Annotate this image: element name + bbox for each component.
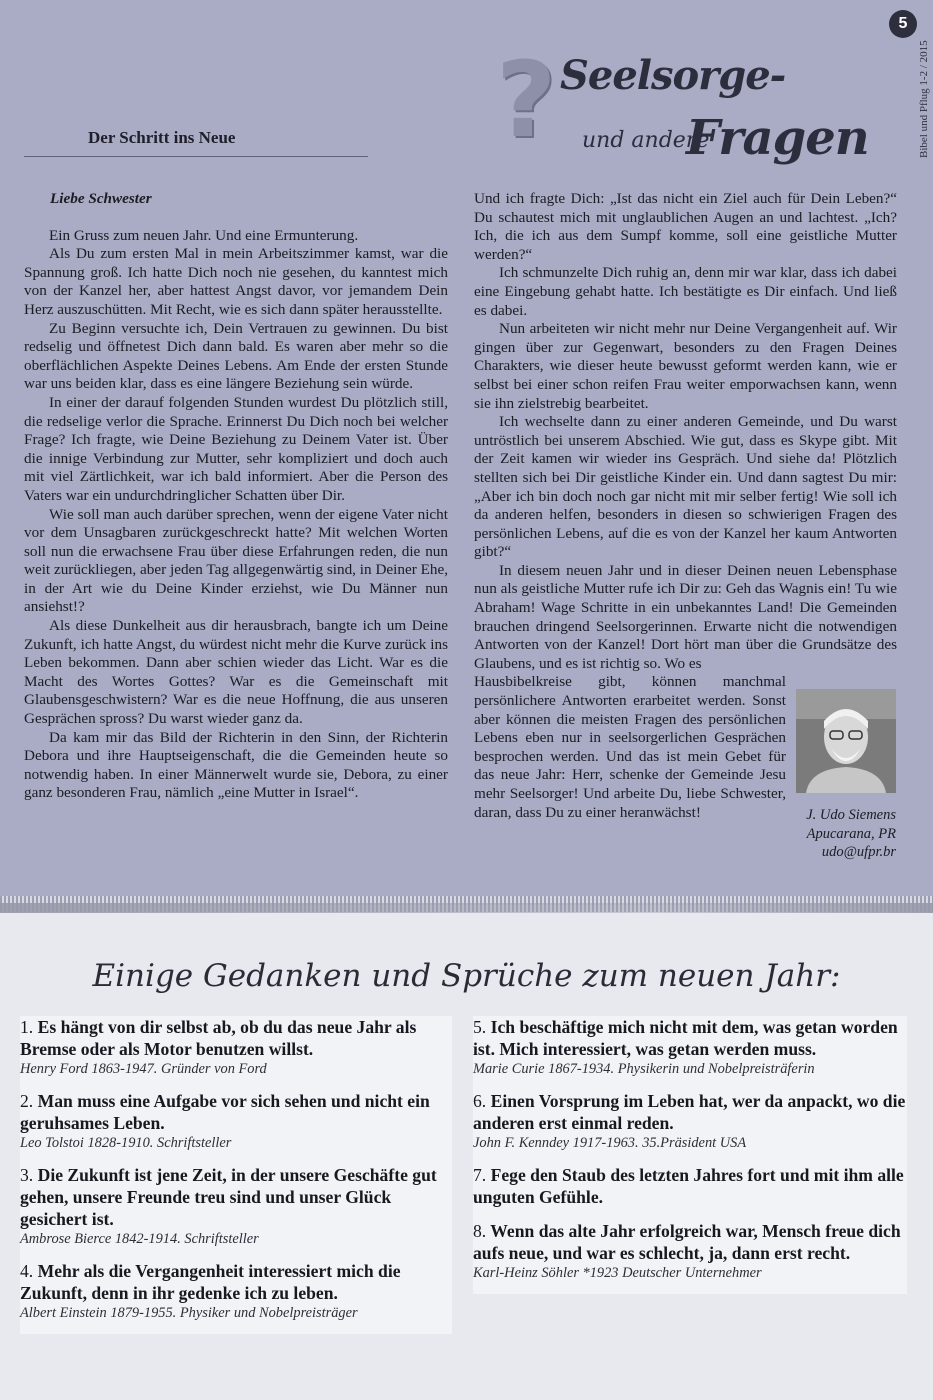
- paragraph: Und ich fragte Dich: „Ist das nicht ein Ziel auch für Dein Leben?“ Du schautest mich mit unglaublichen Augen an und lachtest. „Ich? Ich, die ich aus dem Sumpf komme, soll eine geistliche Mutter werden?“: [474, 190, 897, 263]
- column-logo: [490, 39, 869, 175]
- saying-text: Es hängt von dir selbst ab, ob du das neue Jahr als Bremse oder als Motor benutzen willst.: [20, 1017, 417, 1059]
- paragraph: Als diese Dunkelheit aus dir herausbrach, bangte ich um Deine Zukunft, ich hatte Angst, du würdest nicht mehr die Kurve zurück ins Leben bekommen. Dann aber schien wieder das Licht. War es die Macht des Wortes Gottes? War es die Gemeinschaft mit Glaubensgeschwistern? War es die neue Hoffnung, die aus unseren Gesprächen spross? Du warst wieder ganz da.: [24, 617, 448, 728]
- saying-number: 8.: [473, 1221, 487, 1241]
- saying-item: [473, 1016, 907, 1078]
- paragraph: Ich schmunzelte Dich ruhig an, denn mir war klar, dass ich dabei eine Eingebung gehabt hatte. Ich bestätigte es Dir einfach. Und ließ es dabei.: [474, 264, 897, 319]
- sayings-title: Einige Gedanken und Sprüche zum neuen Jahr:: [92, 958, 841, 994]
- saying-number: 1.: [20, 1017, 34, 1037]
- paragraph: Ich wechselte dann zu einer anderen Gemeinde, und Du warst untröstlich bei unserem Abschied. Wie gut, dass es Skype gibt. Mit der Zeit kamen wir wieder ins Gespräch. Und siehe da! Plötzlich stellten sich bei Dir geistliche Kinder ein. Und dann sagtest Du mir: „Aber ich bin doch noch gar nicht mit mir selber fertig! Wie soll ich da anderen helfen, besonders in diesen so schwierigen Fragen des persönlichen Lebens, auf die es von der Kanzel her kaum Antworten gibt?“: [474, 413, 897, 561]
- salutation: Liebe Schwester: [50, 190, 152, 207]
- logo-line-3: Fragen: [686, 110, 869, 166]
- saying-source: Karl-Heinz Söhler *1923 Deutscher Unternehmer: [473, 1265, 762, 1281]
- saying-text: Fege den Staub des letzten Jahres fort und mit ihm alle unguten Gefühle.: [473, 1165, 904, 1207]
- saying-text: Die Zukunft ist jene Zeit, in der unsere Geschäfte gut gehen, unsere Freunde treu sind und unser Glück gesichert ist.: [20, 1165, 437, 1229]
- saying-item: [473, 1220, 907, 1282]
- paragraph: Da kam mir das Bild der Richterin in den Sinn, der Richterin Debora und ihre Hauptseigenschaft, die die Gemeinden heute so notwendig haben. In einer Männerwelt wurde sie, Debora, zu einer ganz besonderen Frau, nämlich „eine Mutter in Israel“.: [24, 728, 448, 802]
- paragraph: Als Du zum ersten Mal in mein Arbeitszimmer kamst, war die Spannung groß. Ich hatte Dich noch nie gesehen, du kanntest mich von der Kanzel her, aber hattest Angst davor, vor jemandem Dein Herz auszuschütten. Mit Recht, wie es sich dann später herausstellte.: [24, 245, 448, 318]
- divider-band-shade: [0, 903, 933, 913]
- sayings-column-left: [20, 1016, 452, 1334]
- publication-label: Bibel und Pflug 1-2 / 2015: [918, 40, 930, 158]
- saying-source: Henry Ford 1863-1947. Gründer von Ford: [20, 1061, 267, 1077]
- saying-text: Einen Vorsprung im Leben hat, wer da anpackt, wo die anderen erst einmal reden.: [473, 1091, 906, 1133]
- saying-number: 5.: [473, 1017, 487, 1037]
- saying-item: [20, 1090, 452, 1152]
- paragraph: Ein Gruss zum neuen Jahr. Und eine Ermunterung.: [49, 226, 359, 244]
- saying-item: [20, 1260, 452, 1322]
- saying-item: [473, 1164, 907, 1208]
- saying-text: Mehr als die Vergangenheit interessiert mich die Zukunft, denn in ihr gedenke ich zu leben.: [20, 1261, 401, 1303]
- saying-source: Albert Einstein 1879-1955. Physiker und Nobelpreisträger: [20, 1305, 358, 1321]
- logo-line-1: Seelsorge-: [560, 52, 786, 99]
- article-column-1: [24, 190, 448, 803]
- saying-number: 6.: [473, 1091, 487, 1111]
- author-name: J. Udo Siemens: [806, 807, 896, 823]
- author-signature: [786, 806, 896, 862]
- saying-text: Ich beschäftige mich nicht mit dem, was getan worden ist. Mich interessiert, was getan werden muss.: [473, 1017, 898, 1059]
- page-number: 5: [889, 10, 917, 38]
- saying-number: 3.: [20, 1165, 34, 1185]
- saying-number: 7.: [473, 1165, 487, 1185]
- saying-item: [20, 1016, 452, 1078]
- article-title: Der Schritt ins Neue: [88, 128, 236, 147]
- saying-number: 4.: [20, 1261, 34, 1281]
- title-divider: [24, 156, 368, 157]
- saying-source: Marie Curie 1867-1934. Physikerin und Nobelpreisträferin: [473, 1061, 815, 1077]
- paragraph: In einer der darauf folgenden Stunden wurdest Du plötzlich still, die redselige verlor die Sprache. Erinnerst Du Dich noch bei welcher Frage? Ich fragte, wie Deine Beziehung zu Deinem Vater ist. Über die innige Verbindung zur Mutter, sehr kompliziert und doch auch mit viel Zärtlichkeit, war ich bald informiert. Aber die Person des Vaters war ein undurchdringlicher Schatten über Dir.: [24, 393, 448, 504]
- logo-line-2: und andere: [582, 128, 710, 153]
- paragraph: Nun arbeiteten wir nicht mehr nur Deine Vergangenheit auf. Wir gingen über zur Gegenwart, besonders zu den Fragen Deines Charakters, wie dieser heute bewusst geformt werden kann, wie er selbst bei einer schon reifen Frau weiter emporwachsen kann, wenn sie ihn zielstrebig bearbeitet.: [474, 320, 897, 412]
- saying-item: [20, 1164, 452, 1248]
- saying-source: John F. Kenndey 1917-1963. 35.Präsident USA: [473, 1135, 747, 1151]
- author-place: Apucarana, PR: [806, 825, 896, 842]
- paragraph-wrapped: Hausbibelkreise gibt, können manchmal persönlichere Antworten erarbeitet werden. Sonst aber können die meisten Fragen des persönlichen Lebens eben nur in seelsorgerlichen Gesprächen besprochen werden. Und das ist mein Gebet für das neue Jahr: Herr, schenke der Gemeinde Jesu mehr Seelsorger! Und arbeite Du, liebe Schwester, daran, dass Du zu einer heranwächst!: [474, 673, 786, 821]
- saying-number: 2.: [20, 1091, 34, 1111]
- saying-source: Leo Tolstoi 1828-1910. Schriftsteller: [20, 1135, 232, 1151]
- question-mark-icon: ?: [496, 39, 557, 161]
- sayings-column-right: [473, 1016, 907, 1294]
- author-email[interactable]: udo@ufpr.br: [821, 844, 896, 860]
- saying-item: [473, 1090, 907, 1152]
- saying-source: Ambrose Bierce 1842-1914. Schriftsteller: [20, 1231, 259, 1247]
- saying-text: Man muss eine Aufgabe vor sich sehen und nicht ein geruhsames Leben.: [20, 1091, 430, 1133]
- paragraph: Wie soll man auch darüber sprechen, wenn der eigene Vater nicht vor dem Unsagbaren zurückgeschreckt hatte? Mit welchen Worten soll nun die erwachsene Frau über diese Erfahrungen reden, die nun weit zurückliegen, aber jeden Tag allgegenwärtig sind, in Deiner Ehe, in der Art wie du Deine Kinder erziehst, wie Du Männer nun ansiehst!?: [24, 505, 448, 616]
- paragraph: Zu Beginn versuchte ich, Dein Vertrauen zu gewinnen. Du bist redselig und öffnetest Dich dann bald. Es waren aber mehr so die oberflächlichen Aspekte Deines Lebens. Am Ende der ersten Stunde war uns beiden klar, dass es eine längere Beziehung sein würde.: [24, 319, 448, 393]
- paragraph: In diesem neuen Jahr und in dieser Deinen neuen Lebensphase nun als geistliche Mutter rufe ich Dir zu: Geh das Wagnis ein! Tu wie Abraham! Wage Schritte in ein unbekanntes Land! Die Gemeinden brauchen dringend Seelsorgerinnen. Erwarte nicht die notwendigen Antworten von der Kanzel! Dort hört man über die Grundsätze des Glaubens, und es ist richtig so. Wo es: [474, 561, 897, 672]
- author-photo: [796, 689, 896, 793]
- saying-text: Wenn das alte Jahr erfolgreich war, Mensch freue dich aufs neue, und war es schlecht, ja, dann erst recht.: [473, 1221, 901, 1263]
